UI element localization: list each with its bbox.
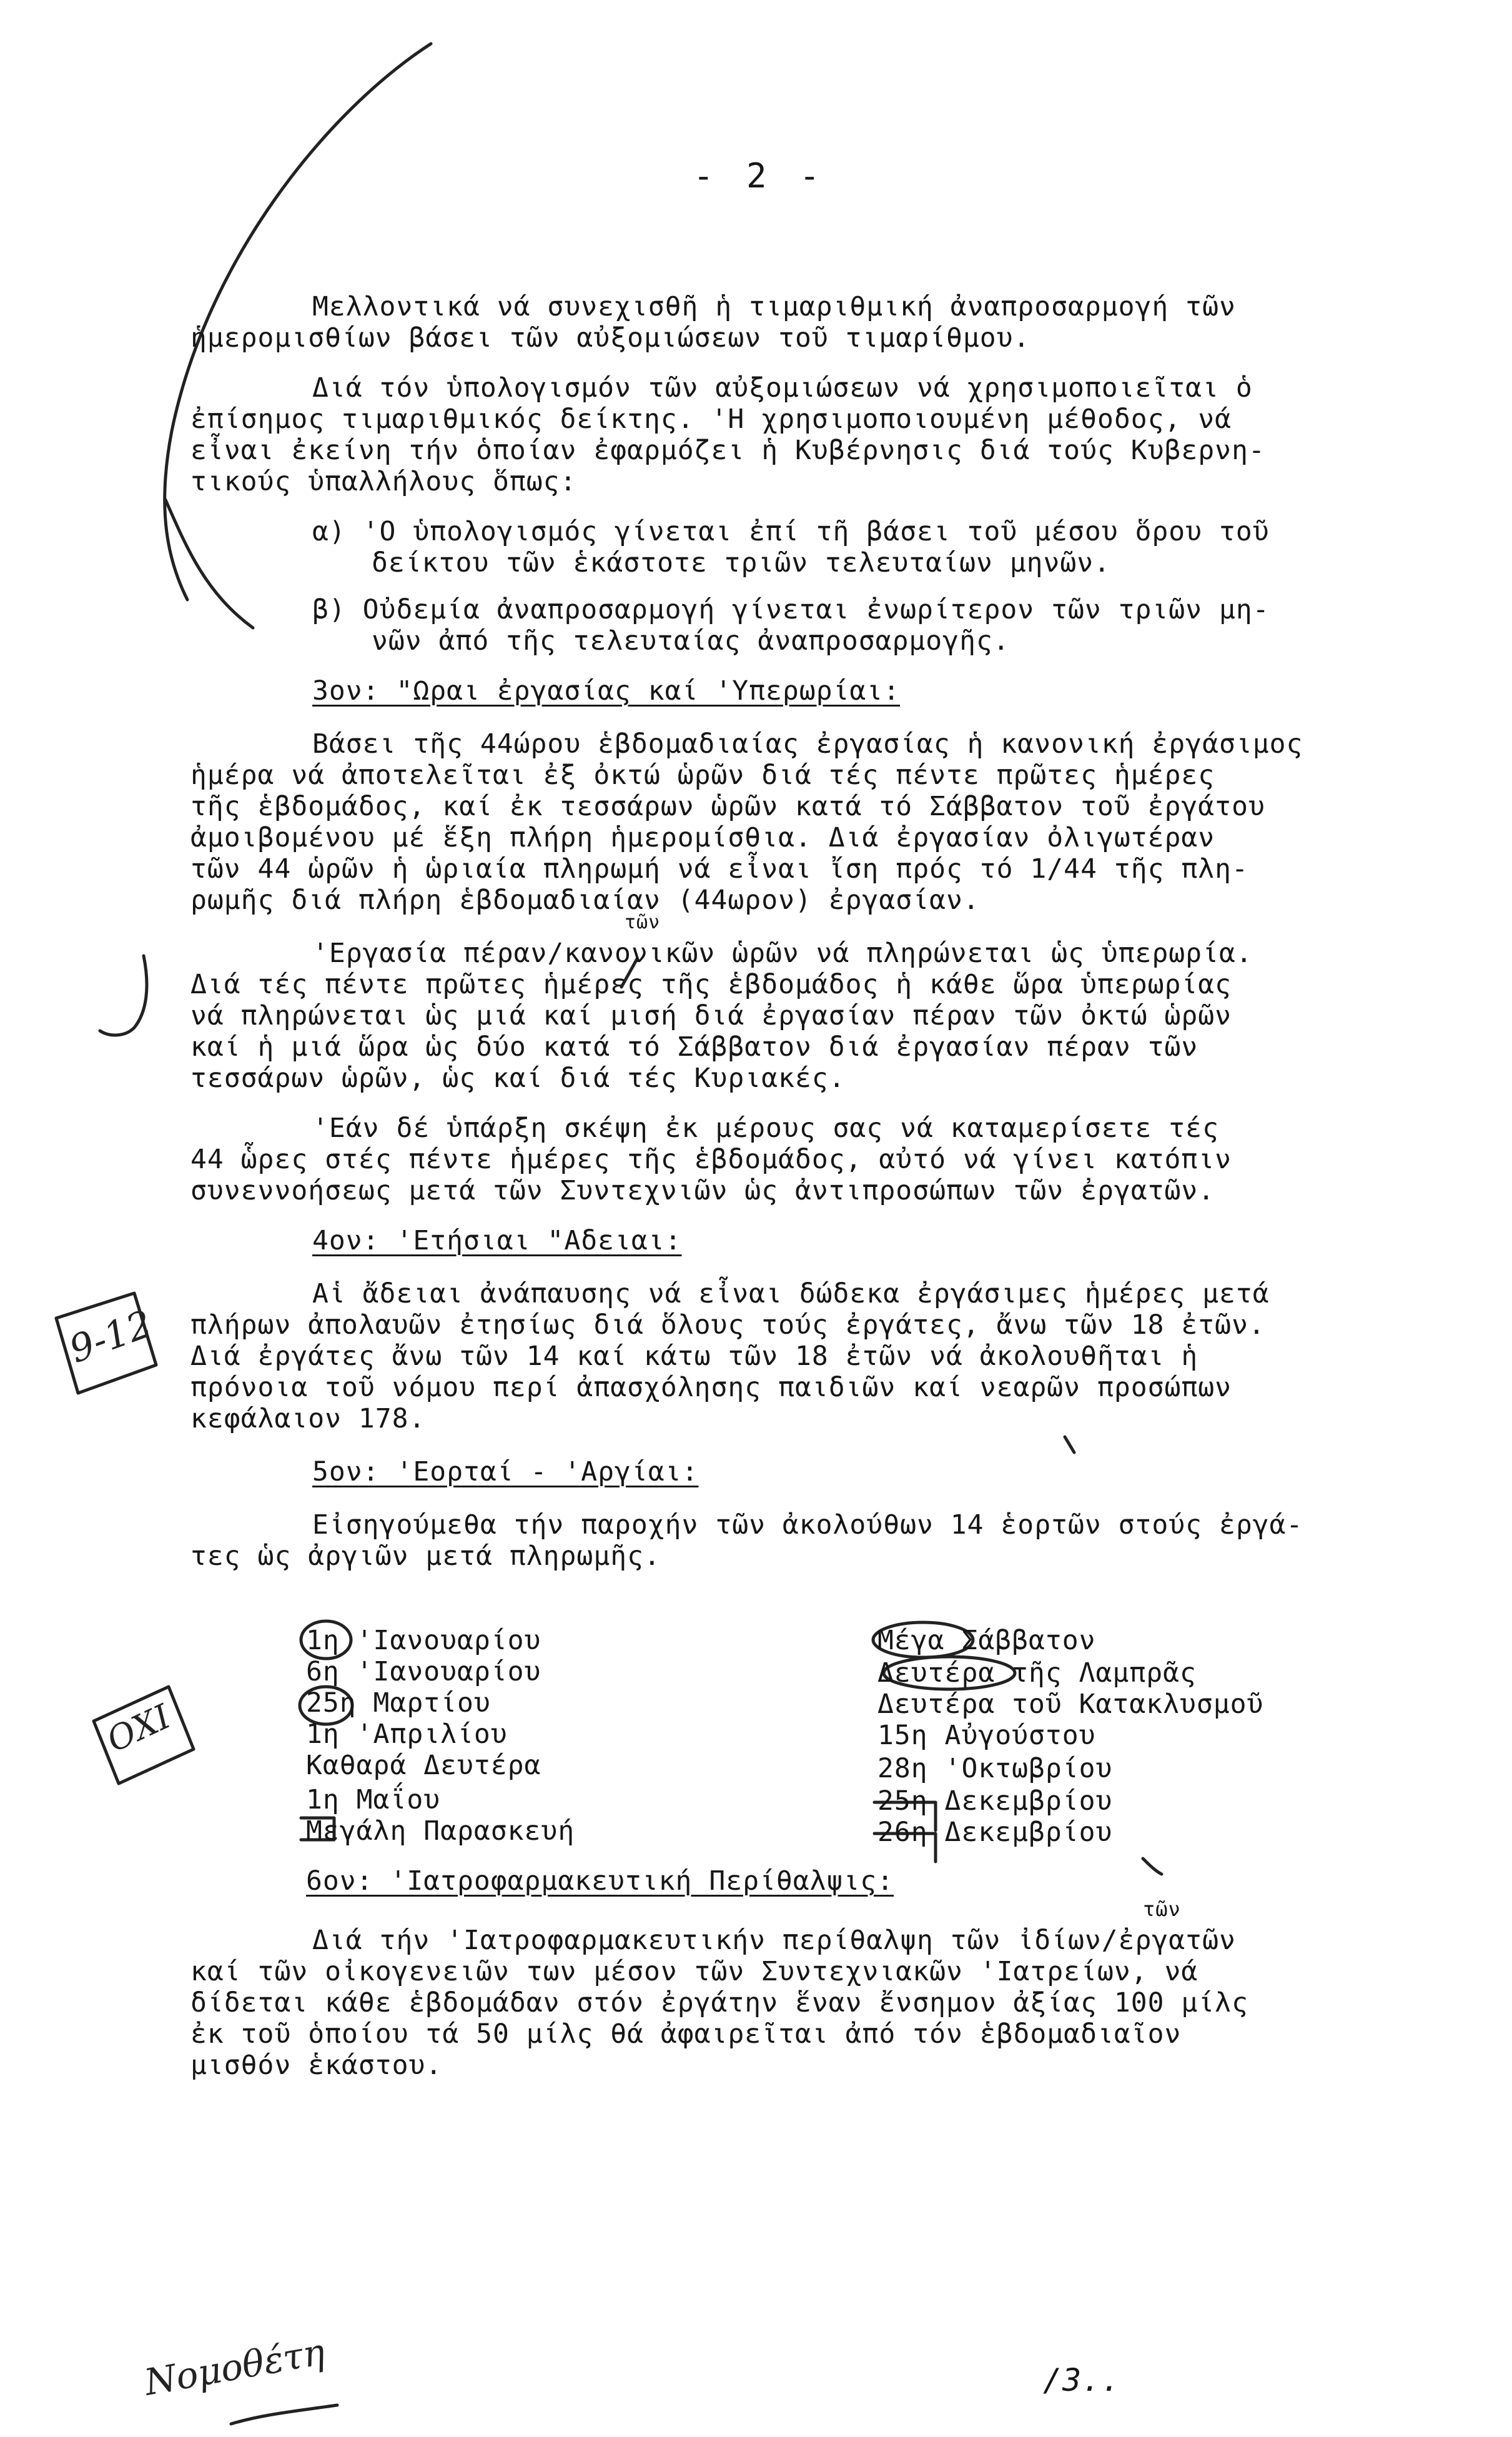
body-line: Εἰσηγούμεθα τήν παροχήν τῶν ἀκολούθων 14 ἑορτῶν στούς ἐργά- — [312, 1509, 1303, 1541]
holiday-item: 6η 'Ιανουαρίου — [306, 1656, 541, 1687]
body-line: Μελλοντικά νά συνεχισθῆ ἡ τιμαριθμική ἀναπροσαρμογή τῶν — [312, 291, 1236, 322]
holiday-item: Καθαρά Δευτέρα — [306, 1750, 541, 1781]
body-line: μισθόν ἑκάστου. — [190, 2050, 443, 2081]
holiday-item: Μέγα Σάββατον — [877, 1625, 1096, 1656]
holiday-item: 25η Μαρτίου — [306, 1687, 491, 1719]
section-heading-4: 4ον: 'Ετήσιαι "Αδειαι: — [312, 1225, 682, 1256]
body-line: πρόνοια τοῦ νόμου περί ἀπασχόλησης παιδιῶν καί νεαρῶν προσώπων — [190, 1372, 1232, 1403]
body-line: κεφάλαιον 178. — [190, 1403, 426, 1434]
section-heading-6: 6ον: 'Ιατροφαρμακευτική Περίθαλψις: — [306, 1865, 894, 1897]
margin-check-mark — [100, 956, 147, 1035]
page-number: - 2 - — [693, 156, 826, 196]
body-line: Διά τήν 'Ιατροφαρμακευτικήν περίθαλψη τῶν ἰδίων/ἐργατῶν — [312, 1925, 1236, 1956]
holiday-item: 1η 'Ιανουαρίου — [306, 1625, 541, 1656]
body-line: Διά τόν ὑπολογισμόν τῶν αὐξομιώσεων νά χρησιμοποιεῖται ὁ — [312, 372, 1253, 404]
body-line: συνεννοήσεως μετά τῶν Συντεχνιῶν ὡς ἀντιπροσώπων τῶν ἐργατῶν. — [190, 1175, 1215, 1206]
body-line: Αἱ ἄδειαι ἀνάπαυσης νά εἶναι δώδεκα ἐργάσιμες ἡμέρες μετά — [312, 1278, 1270, 1309]
tick-mark — [1065, 1437, 1074, 1452]
body-line: πλήρων ἀπολαυῶν ἐτησίως διά ὅλους τούς ἐργάτες, ἄνω τῶν 18 ἐτῶν. — [190, 1309, 1265, 1341]
body-line: Βάσει τῆς 44ώρου ἑβδομαδιαίας ἐργασίας ἡ κανονική ἐργάσιμος — [312, 728, 1303, 760]
margin-note-9-12: 9-12 — [64, 1302, 158, 1372]
body-line: εἶναι ἐκείνη τήν ὁποίαν ἐφαρμόζει ἡ Κυβέρνησις διά τούς Κυβερνη- — [190, 435, 1265, 466]
holiday-item: 25η Δεκεμβρίου — [877, 1785, 1113, 1817]
holiday-item: 1η 'Απριλίου — [306, 1719, 508, 1750]
holiday-item: 28η 'Οκτωβρίου — [877, 1753, 1113, 1784]
continuation-marker: /3.. — [1043, 2362, 1121, 2398]
holiday-item: 1η Μαΐου — [306, 1784, 441, 1815]
marginal-mark — [1143, 1859, 1162, 1874]
body-line: ἀμοιβομένου μέ ἕξη πλήρη ἡμερομίσθια. Διά ἐργασίαν ὀλιγωτέραν — [190, 822, 1215, 853]
body-line: ἡμέρα νά ἀποτελεῖται ἐξ ὀκτώ ὡρῶν διά τές πέντε πρῶτες ἡμέρες — [190, 760, 1215, 791]
body-line: τῶν 44 ὡρῶν ἡ ὡριαία πληρωμή νά εἶναι ἴση πρός τό 1/44 τῆς πλη- — [190, 853, 1248, 885]
holiday-item: Δευτέρα τῆς Λαμπρᾶς — [877, 1657, 1197, 1689]
body-line: ρωμῆς διά πλήρη ἑβδομαδιαίαν (44ωρον) ἐργασίαν. — [190, 885, 980, 916]
margin-note-oxi: ΟΧΙ — [101, 1696, 177, 1760]
body-line: καί ἡ μιά ὥρα ὡς δύο κατά τό Σάββατον διά ἐργασίαν πέραν τῶν — [190, 1031, 1198, 1063]
body-line: δείκτου τῶν ἑκάστοτε τριῶν τελευταίων μηνῶν. — [372, 547, 1111, 578]
body-line: τες ὡς ἀργιῶν μετά πληρωμῆς. — [190, 1541, 661, 1572]
body-line: 44 ὧρες στές πέντε ἡμέρες τῆς ἑβδομάδος, αὐτό νά γίνει κατόπιν — [190, 1144, 1232, 1175]
body-line: νῶν ἀπό τῆς τελευταίας ἀναπροσαρμογῆς. — [372, 625, 1010, 657]
body-line: καί τῶν οἰκογενειῶν των μέσον τῶν Συντεχνιακῶν 'Ιατρείων, νά — [190, 1956, 1198, 1987]
holiday-item: 15η Αὐγούστου — [877, 1720, 1096, 1751]
margin-arc-lower — [166, 500, 253, 628]
list-item-beta: β) Οὐδεμία ἀναπροσαρμογή γίνεται ἐνωρίτερον τῶν τριῶν μη- — [312, 594, 1270, 625]
section-heading-5: 5ον: 'Εορταί - 'Αργίαι: — [312, 1456, 699, 1487]
body-line: ἐκ τοῦ ὁποίου τά 50 μίλς θά ἀφαιρεῖται ἀπό τόν ἑβδομαδιαῖον — [190, 2018, 1182, 2050]
signature-flourish — [231, 2405, 337, 2424]
section-heading-3: 3ον: "Ωραι ἐργασίας καί 'Υπερωρίαι: — [312, 675, 901, 707]
body-line: τεσσάρων ὡρῶν, ὡς καί διά τές Κυριακές. — [190, 1063, 846, 1094]
holiday-item: 26η Δεκεμβρίου — [877, 1817, 1113, 1848]
handwritten-insertion: τῶν — [1143, 1897, 1181, 1921]
body-line: 'Εργασία πέραν/κανονικῶν ὡρῶν νά πληρώνεται ὡς ὑπερωρία. — [312, 938, 1253, 969]
handwritten-insertion: τῶν — [625, 911, 661, 933]
body-line: Διά τές πέντε πρῶτες ἡμέρες τῆς ἑβδομάδος ἡ κάθε ὥρα ὑπερωρίας — [190, 969, 1232, 1000]
body-line: δίδεται κάθε ἑβδομάδαν στόν ἐργάτην ἕναν ἔνσημον ἀξίας 100 μίλς — [190, 1987, 1248, 2018]
body-line: νά πληρώνεται ὡς μιά καί μισή διά ἐργασίαν πέραν τῶν ὀκτώ ὡρῶν — [190, 1000, 1232, 1031]
holiday-item: Δευτέρα τοῦ Κατακλυσμοῦ — [877, 1689, 1264, 1720]
holiday-item: Μεγάλη Παρασκευή — [306, 1815, 575, 1847]
body-line: ἐπίσημος τιμαριθμικός δείκτης. 'Η χρησιμοποιουμένη μέθοδος, νά — [190, 404, 1232, 435]
body-line: τῆς ἑβδομάδος, καί ἐκ τεσσάρων ὡρῶν κατά τό Σάββατον τοῦ ἐργάτου — [190, 791, 1265, 822]
body-line: ἡμερομισθίων βάσει τῶν αὐξομιώσεων τοῦ τιμαρίθμου. — [190, 322, 1030, 354]
body-line: τικούς ὑπαλλήλους ὅπως: — [190, 466, 577, 497]
list-item-alpha: α) 'Ο ὑπολογισμός γίνεται ἐπί τῆ βάσει τοῦ μέσου ὅρου τοῦ — [312, 516, 1270, 547]
handwritten-signature: Νομοθέτη — [141, 2330, 328, 2404]
body-line: 'Εάν δέ ὑπάρξη σκέψη ἐκ μέρους σας νά καταμερίσετε τές — [312, 1113, 1219, 1144]
body-line: Διά ἐργάτες ἄνω τῶν 14 καί κάτω τῶν 18 ἐτῶν νά ἀκολουθῆται ἡ — [190, 1341, 1198, 1372]
